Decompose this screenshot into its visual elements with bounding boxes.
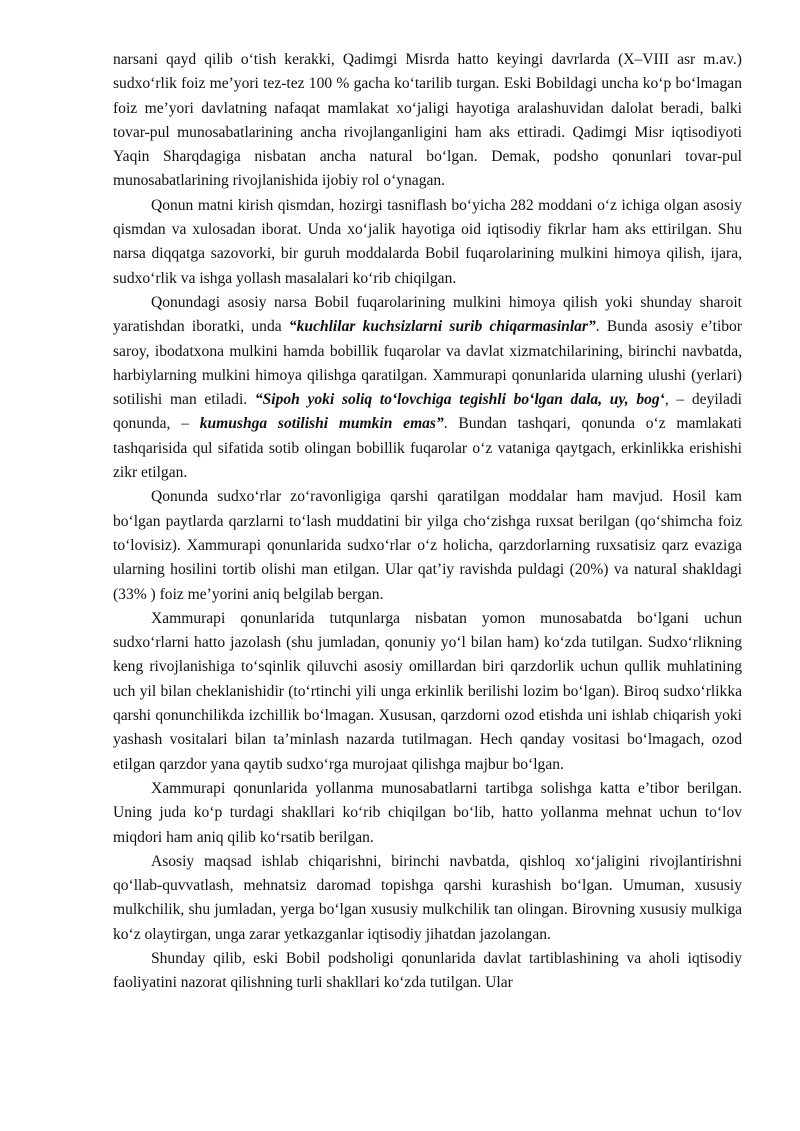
text-run: Qonunda sudxo‘rlar zo‘ravonligiga qarshi qaratilgan moddalar ham mavjud. Hosil kam bo‘lgan paytlarda qarzlarni to‘lash muddatini bir yilga cho‘zishga ruxsat berilgan (qo‘shimcha foiz to‘lovisiz). Xammurapi qonunlarida sudxo‘rlar o‘z holicha, qarzdorlarning ruxsatisiz qarz evaziga ularning hosilini tortib olishi man etilgan. Ular qat’iy ravishda puldagi (20%) va natural shakldagi (33% ) foiz me’yorini aniq belgilab bergan. [113, 488, 742, 603]
emphasis-quote: “kuchlilar kuchsizlarni surib chiqarmasinlar” [288, 318, 596, 336]
text-run: Qonundagi asosiy narsa Bobil fuqarolarining mulkini himoya qilish yoki shunday sharoit yaratishdan iboratki, unda [113, 293, 742, 336]
text-run: , – deyiladi qonunda, – [113, 391, 742, 433]
paragraph-4 [113, 485, 742, 606]
emphasis-quote: “Sipoh yoki soliq to‘lovchiga tegishli bo‘lgan dala, uy, bog‘ [254, 391, 665, 409]
text-run: . Bunda asosiy e’tibor saroy, ibodatxona mulkini hamda bobillik fuqarolar va davlat xizmatchilarining, birinchi navbatda, harbiylarning mulkini himoya qilishga qaratilgan. Xammurapi qonunlarida ularning ulushi (yerlari) sotilishi man etiladi. [113, 318, 742, 409]
text-run: Shunday qilib, eski Bobil podsholigi qonunlarida davlat tartiblashining va aholi iqtisodiy faoliyatini nazorat qilishning turli shakllari ko‘zda tutilgan. Ular [113, 949, 742, 992]
paragraph-2 [113, 194, 742, 291]
document-page [113, 48, 742, 996]
paragraph-6 [113, 777, 742, 850]
paragraph-3 [113, 291, 742, 485]
paragraph-5 [113, 607, 742, 777]
text-run: narsani qayd qilib o‘tish kerakki, Qadimgi Misrda hatto keyingi davrlarda (X–VIII asr m.av.) sudxo‘rlik foiz me’yori tez-tez 100 % gacha ko‘tarilib turgan. Eski Bobildagi uncha ko‘p bo‘lmagan foiz me’yori davlatning nafaqat mamlakat xo‘jaligi hayotiga aralashuvidan dalolat beradi, balki tovar-pul munosabatlarining ancha rivojlanganligini ham aks ettiradi. Qadimgi Misr iqtisodiyoti Yaqin Sharqdagiga nisbatan ancha natural bo‘lgan. Demak, podsho qonunlari tovar-pul munosabatlarining rivojlanishida ijobiy rol o‘ynagan. [113, 51, 742, 190]
paragraph-1 [113, 48, 742, 194]
paragraph-7 [113, 850, 742, 947]
text-run: Xammurapi qonunlarida tutqunlarga nisbatan yomon munosabatda bo‘lgani uchun sudxo‘rlarni hatto jazolash (shu jumladan, qonuniy yo‘l bilan ham) ko‘zda tutilgan. Sudxo‘rlikning keng rivojlanishiga to‘sqinlik qiluvchi asosiy omillardan biri qarzdorlik uchun qullik muhlatining uch yil bilan cheklanishidir (to‘rtinchi yili unga erkinlik berilishi lozim bo‘lgan). Biroq sudxo‘rlikka qarshi qonunchilikda izchillik bo‘lmagan. Xususan, qarzdorni ozod etishda uni ishlab chiqarish yoki yashash vositalari bilan ta’minlash nazarda tutilmagan. Hech qanday vositasi bo‘lmagach, ozod etilgan qarzdor yana qaytib sudxo‘rga murojaat qilishga majbur bo‘lgan. [113, 609, 742, 773]
text-run: Asosiy maqsad ishlab chiqarishni, birinchi navbatda, qishloq xo‘jaligini rivojlantirishni qo‘llab-quvvatlash, mehnatsiz daromad topishga qarshi kurashish bo‘lgan. Umuman, xususiy mulkchilik, shu jumladan, yerga bo‘lgan xususiy mulkchilik tan olingan. Birovning xususiy mulkiga ko‘z olaytirgan, unga zarar yetkazganlar iqtisodiy jihatdan jazolangan. [113, 852, 742, 943]
paragraph-8 [113, 947, 742, 996]
text-run: Xammurapi qonunlarida yollanma munosabatlarni tartibga solishga katta e’tibor berilgan. Uning juda ko‘p turdagi shakllari ko‘rib chiqilgan bo‘lib, hatto yollanma mehnat uchun to‘lov miqdori ham aniq qilib ko‘rsatib berilgan. [113, 779, 742, 846]
text-run: Qonun matni kirish qismdan, hozirgi tasniflash bo‘yicha 282 moddani o‘z ichiga olgan asosiy qismdan va xulosadan iborat. Unda xo‘jalik hayotiga oid iqtisodiy fikrlar ham aks ettirilgan. Shu narsa diqqatga sazovorki, bir guruh moddalarda Bobil fuqarolarining mulkini himoya qilish, ijara, sudxo‘rlik va ishga yollash masalalari ko‘rib chiqilgan. [113, 196, 742, 287]
text-run: . Bundan tashqari, qonunda o‘z mamlakati tashqarisida qul sifatida sotib olingan bobillik fuqarolar o‘z vataniga qaytgach, erkinlikka erishishi zikr etilgan. [113, 415, 742, 482]
emphasis-quote: kumushga sotilishi mumkin emas” [199, 415, 444, 433]
